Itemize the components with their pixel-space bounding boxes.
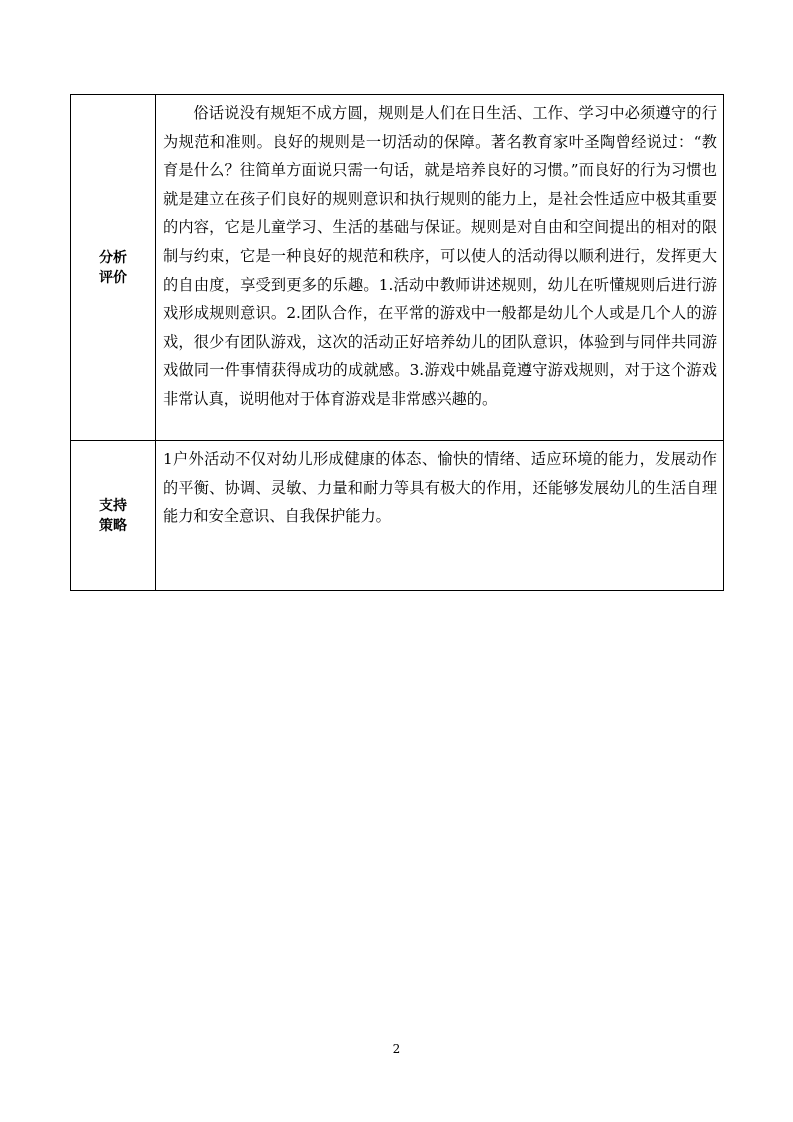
table-row-analysis	[71, 95, 724, 441]
row-label-line1: 支持	[99, 497, 127, 514]
row-label-line2: 策略	[99, 517, 127, 534]
page-number: 2	[392, 1042, 401, 1056]
row-label	[99, 496, 127, 536]
table-row-support	[71, 441, 724, 591]
analysis-paragraph: 俗话说没有规矩不成方圆，规则是人们在日生活、工作、学习中必须遵守的行为规范和准则。良好的规则是一切活动的保障。著名教育家叶圣陶曾经说过：“教育是什么？往简单方面说只需一句话，就是培养良好的习惯。”而良好的行为习惯也就是建立在孩子们良好的规则意识和执行规则的能力上，是社会性适应中极其重要的内容，它是儿童学习、生活的基础与保证。规则是对自由和空间提出的相对的限制与约束，它是一种良好的规范和秩序，可以使人的活动得以顺利进行，发挥更大的自由度，享受到更多的乐趣。1.活动中教师讲述规则，幼儿在听懂规则后进行游戏形成规则意识。2.团队合作，在平常的游戏中一般都是幼儿个人或是几个人的游戏，很少有团队游戏，这次的活动正好培养幼儿的团队意识，体验到与同伴共同游戏做同一件事情获得成功的成就感。3.游戏中姚晶竟遵守游戏规则，对于这个游戏非常认真，说明他对于体育游戏是非常感兴趣的。	[163, 104, 717, 408]
support-content-cell	[156, 441, 724, 591]
row-label	[99, 248, 127, 288]
row-label-cell	[71, 441, 156, 591]
row-label-line2: 评价	[99, 269, 127, 286]
analysis-content-cell	[156, 95, 724, 441]
evaluation-table	[70, 94, 724, 591]
support-paragraph: 1户外活动不仅对幼儿形成健康的体态、愉快的情绪、适应环境的能力，发展动作的平衡、协调、灵敏、力量和耐力等具有极大的作用，还能够发展幼儿的生活自理能力和安全意识、自我保护能力。	[163, 450, 717, 526]
row-label-line1: 分析	[99, 249, 127, 266]
row-label-cell	[71, 95, 156, 441]
